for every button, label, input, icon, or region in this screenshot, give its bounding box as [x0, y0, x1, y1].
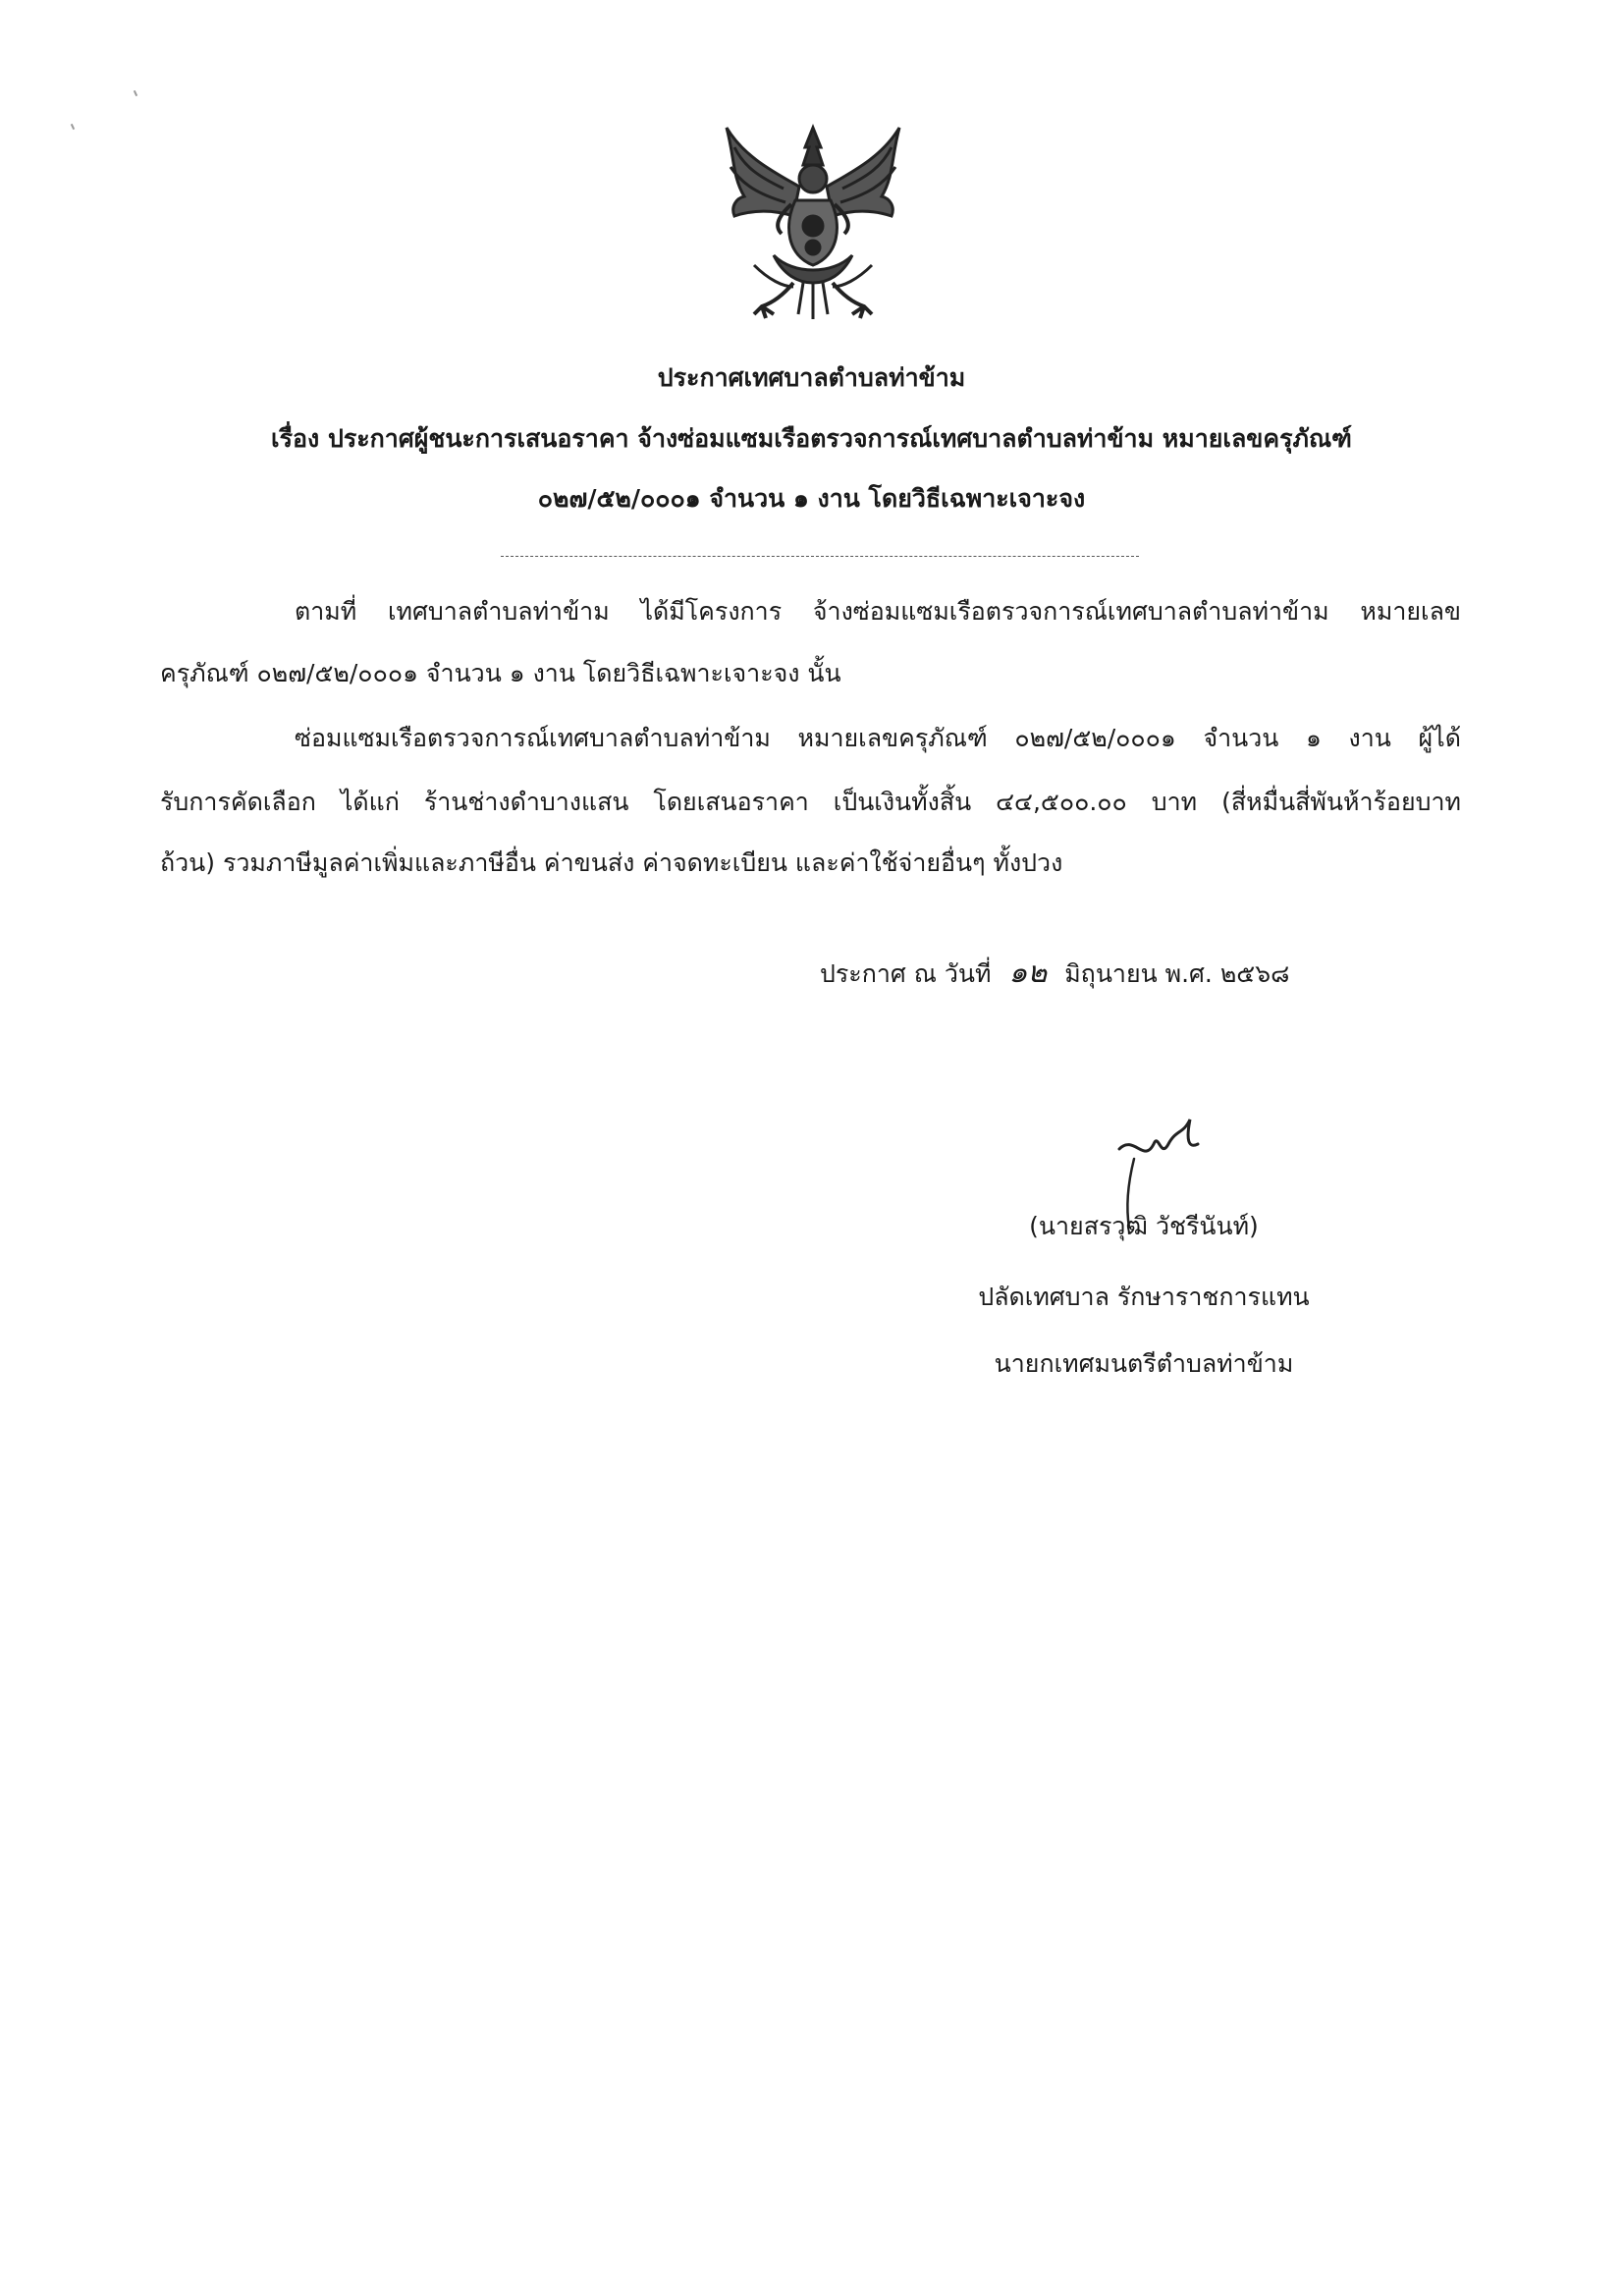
signer-name: (นายสรวุฒิ วัชรีนันท์): [1029, 1212, 1259, 1240]
paragraph1-line2: ครุภัณฑ์ ๐๒๗/๕๒/๐๐๐๑ จำนวน ๑ งาน โดยวิธีเฉพาะเจาะจง นั้น: [160, 659, 841, 687]
date-suffix: มิถุนายน พ.ศ. ๒๕๖๘: [1064, 959, 1290, 988]
signer-position-2: นายกเทศมนตรีตำบลท่าข้าม: [994, 1349, 1294, 1378]
scan-speck: [134, 90, 137, 96]
date-prefix: ประกาศ ณ วันที่: [820, 959, 992, 988]
scan-speck: [71, 124, 75, 130]
subject-line-1: เรื่อง ประกาศผู้ชนะการเสนอราคา จ้างซ่อมแซมเรือตรวจการณ์เทศบาลตำบลท่าข้าม หมายเลขครุภัณฑ์: [271, 424, 1352, 453]
date-day: ๑๒: [1008, 956, 1048, 990]
subject-line-2: ๐๒๗/๕๒/๐๐๐๑ จำนวน ๑ งาน โดยวิธีเฉพาะเจาะจง: [537, 484, 1086, 513]
separator-rule: [501, 556, 1139, 557]
paragraph2-line1: ซ่อมแซมเรือตรวจการณ์เทศบาลตำบลท่าข้าม หมายเลขครุภัณฑ์ ๐๒๗/๕๒/๐๐๐๑ จำนวน ๑ งาน ผู้ได้: [295, 724, 1461, 752]
paragraph2-line2: รับการคัดเลือก ได้แก่ ร้านช่างดำบางแสน โดยเสนอราคา เป็นเงินทั้งสิ้น ๔๔,๕๐๐.๐๐ บาท (สี่หมื่นสี่พันห้าร้อยบาท: [160, 788, 1461, 816]
garuda-emblem: [715, 118, 911, 329]
paragraph2-line3: ถ้วน) รวมภาษีมูลค่าเพิ่มและภาษีอื่น ค่าขนส่ง ค่าจดทะเบียน และค่าใช้จ่ายอื่นๆ ทั้งปวง: [160, 848, 1063, 877]
announcement-title: ประกาศเทศบาลตำบลท่าข้าม: [657, 363, 966, 392]
announcement-date: [820, 957, 1289, 991]
paragraph1-line1: ตามที่ เทศบาลตำบลท่าข้าม ได้มีโครงการ จ้างซ่อมแซมเรือตรวจการณ์เทศบาลตำบลท่าข้าม หมายเลข: [295, 597, 1461, 626]
signer-position-1: ปลัดเทศบาล รักษาราชการแทน: [978, 1283, 1310, 1311]
